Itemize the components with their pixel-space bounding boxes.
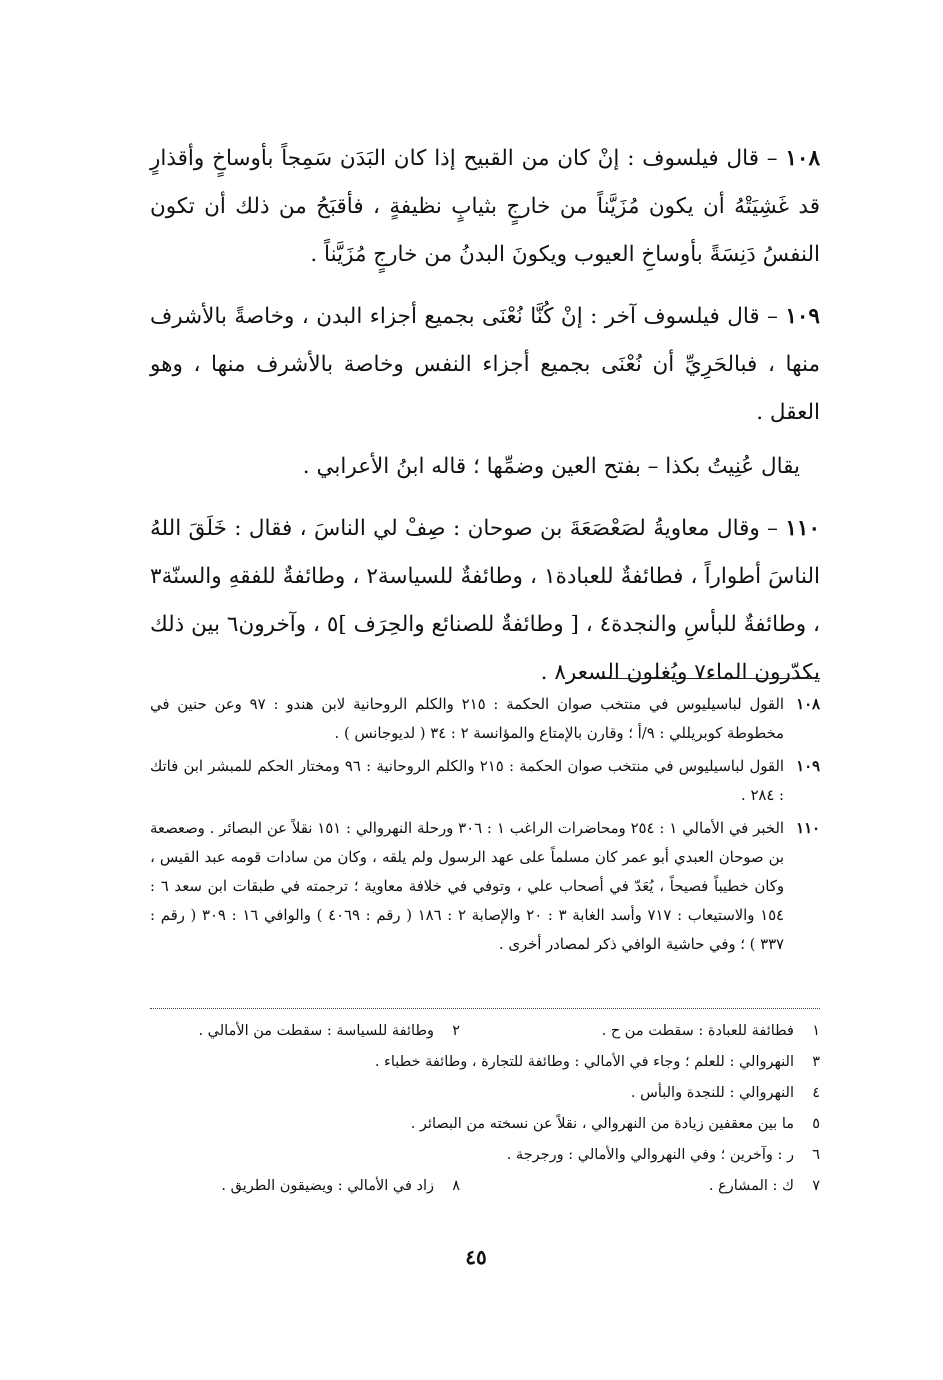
source-footnotes xyxy=(150,690,820,963)
note-8 xyxy=(221,1171,460,1202)
paragraph-text: – قال فيلسوف آخر : إنْ كُنَّا نُعْنَى بجميع أجزاء البدن ، وخاصةً بالأشرف منها ، فبالحَرِيِّ أن نُعْنَى بجميع أجزاء النفس وخاصة بالأشرف منها ، وهو العقل . xyxy=(150,304,820,425)
note-number: ٦ xyxy=(812,1147,820,1163)
paragraph-gloss xyxy=(150,443,820,491)
paragraph-text: – وقال معاويةُ لصَعْصَعَةَ بن صوحان : صِفْ لي الناسَ ، فقال : خَلَقَ اللهُ الناسَ أطواراً ، فطائفةٌ للعبادة١ ، وطائفةٌ للسياسة٢ ، وطائفةٌ للفقهِ والسنّة٣ ، وطائفةٌ للبأسِ والنجدة٤ ، [ وطائفةٌ للصنائع والحِرَف ]٥ ، وآخرون٦ بين ذلك يكدّرون الماء٧ ويُغلون السعر٨ . xyxy=(150,516,820,685)
note-text: وطائفة للسياسة : سقطت من الأمالي . xyxy=(198,1023,434,1039)
note-text: ر : وآخرين ؛ وفي النهروالي والأمالي : ورجرجة . xyxy=(506,1147,794,1163)
note-text: ما بين معقفين زيادة من النهروالي ، نقلاً عن نسخته من البصائر . xyxy=(410,1116,794,1132)
note-3 xyxy=(150,1047,820,1078)
footnote-separator xyxy=(600,678,820,679)
note-text: فطائفة للعبادة : سقطت من ح . xyxy=(601,1023,794,1039)
footnote-number: ١٠٨ xyxy=(796,696,820,713)
paragraph-number: ١١٠ xyxy=(785,516,820,541)
paragraph-number: ١٠٨ xyxy=(785,146,820,171)
note-4 xyxy=(150,1078,820,1109)
note-number: ٢ xyxy=(452,1023,460,1039)
footnote-text: القول لباسيليوس في منتخب صوان الحكمة : ٢١٥ والكلم الروحانية : ٩٦ ومختار الحكم للمبشر ابن فاتك : ٢٨٤ . xyxy=(150,758,785,804)
note-text: ك : المشارع . xyxy=(708,1178,794,1194)
note-row xyxy=(150,1171,820,1202)
paragraph-text: – قال فيلسوف : إنْ كان من القبيح إذا كان البَدَن سَمِجاً بأوساخٍ وأقذارٍ قد غَشِيَتْهُ أن يكون مُزَيَّناً من خارجٍ بثيابٍ نظيفةٍ ، فأقبَحُ من ذلك أن تكون النفسُ دَنِسَةً بأوساخِ العيوب ويكونَ البدنُ من خارجٍ مُزَيَّناً . xyxy=(150,146,820,267)
note-number: ٣ xyxy=(812,1054,820,1070)
paragraph-number: ١٠٩ xyxy=(785,304,820,329)
note-1 xyxy=(460,1016,820,1047)
paragraph-110 xyxy=(150,505,820,697)
note-text: النهروالي : للعلم ؛ وجاء في الأمالي : وطائفة للتجارة ، وطائفة خطباء . xyxy=(374,1054,794,1070)
footnote-110 xyxy=(150,814,820,959)
footnote-text: القول لباسيليوس في منتخب صوان الحكمة : ٢١٥ والكلم الروحانية لابن هندو : ٩٧ وعن حنين في مخطوطة كوبريللي : ٩/أ ؛ وقارن بالإمتاع والمؤانسة ٢ : ٣٤ ( لديوجانس ) . xyxy=(150,696,784,742)
variant-notes xyxy=(150,1016,820,1202)
footnote-108 xyxy=(150,690,820,748)
paragraph-109 xyxy=(150,293,820,437)
note-2 xyxy=(198,1016,460,1047)
footnote-number: ١٠٩ xyxy=(796,758,820,775)
notes-separator xyxy=(150,1008,820,1009)
page-number: ٤٥ xyxy=(465,1245,487,1269)
note-text: النهروالي : للنجدة والبأس . xyxy=(630,1085,794,1101)
paragraph-108 xyxy=(150,135,820,279)
note-number: ٥ xyxy=(812,1116,820,1132)
note-text: زاد في الأمالي : ويضيقون الطريق . xyxy=(221,1178,434,1194)
footnote-text: الخبر في الأمالي ١ : ٢٥٤ ومحاضرات الراغب ١ : ٣٠٦ ورحلة النهروالي : ١٥١ نقلاً عن البصائر . وصعصعة بن صوحان العبدي أبو عمر كان مسلماً على عهد الرسول ولم يلقه ، وكان من سادات قومه عبد القيس ، وكان خطيباً فصيحاً ، يُعَدّ في أصحاب علي ، وتوفي في خلافة معاوية ؛ ترجمته في طبقات ابن سعد ٦ : ١٥٤ والاستيعاب : ٧١٧ وأسد الغابة ٣ : ٢٠ والإصابة ٢ : ١٨٦ ( رقم : ٤٠٦٩ ) والوافي ١٦ : ٣٠٩ ( رقم : ٣٣٧ ) ؛ وفي حاشية الوافي ذكر لمصادر أخرى . xyxy=(150,820,784,953)
main-text xyxy=(150,135,820,711)
note-5 xyxy=(150,1109,820,1140)
footnote-109 xyxy=(150,752,820,810)
note-number: ٨ xyxy=(452,1178,460,1194)
note-number: ٤ xyxy=(812,1085,820,1101)
note-number: ١ xyxy=(812,1023,820,1039)
paragraph-text: يقال عُنِيتُ بكذا – بفتح العين وضمِّها ؛ قاله ابنُ الأعرابي . xyxy=(302,454,800,479)
note-7 xyxy=(460,1171,820,1202)
note-number: ٧ xyxy=(812,1178,820,1194)
footnote-number: ١١٠ xyxy=(796,820,820,837)
note-row xyxy=(150,1016,820,1047)
note-6 xyxy=(150,1140,820,1171)
